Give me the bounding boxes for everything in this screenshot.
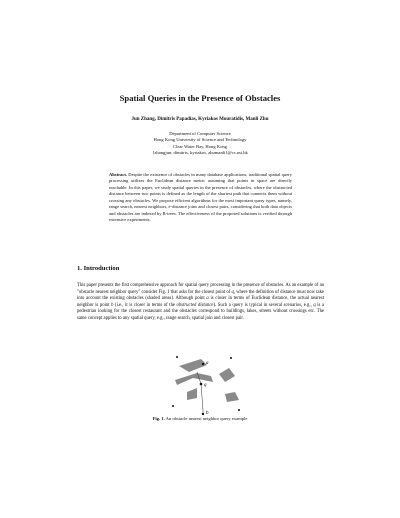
author-emails: {zhangjun, dimitris, kyriakos, zhumanli}@cs.ust.hk [152, 149, 248, 155]
affiliation-line: Hong Kong University of Science and Technology [153, 137, 247, 143]
obstructed-path [201, 384, 203, 410]
point-b [202, 413, 204, 415]
abstract-label: Abstract. [109, 172, 128, 177]
label-b: b [206, 411, 209, 416]
query-point-q [200, 383, 203, 386]
obstacle-shape [225, 392, 239, 402]
data-point [172, 405, 174, 407]
section-heading: 1. Introduction [77, 265, 120, 272]
obstacle-shape [219, 368, 235, 382]
abstract-text: Despite the existence of obstacles in many database applications, traditional spatial query processing utilizes the Euclidean distance metric assuming that points in space are directly reachable. In this paper, we study spatial queries in the presence of obstacles, where the obstructed distance between two points is defined as the length of the shortest path that connects them without crossing any obstacles. We propose efficient algorithms for the most important query types, namely, range search, nearest neighbors, e-distance joins and closest pairs, considering that both data objects and obstacles are indexed by R-trees. The effectiveness of the proposed solutions is verified through extensive experiments. [109, 172, 292, 223]
intro-paragraph: This paper presents the first comprehensive approach for spatial query processing in the presence of obstacles. As an example of an "obstacle nearest neighbor query" consider Fig. 1 that asks for the closest point of q, where the definition of distance must now take into account the existing obstacles (shaded areas). Although point a is closer in terms of Euclidean distance, the actual nearest neighbor is point b (i.e., it is closer in terms of the obstructed distance). Such a query is typical in several scenarios, e.g., q is a pedestrian looking for the closest restaurant and the obstacles correspond to buildings, lakes, streets without crossings etc. The same concept applies to any spatial query, e.g., range search, spatial join and closest pair. [77, 283, 325, 321]
label-q: q [204, 383, 207, 388]
data-point [238, 409, 240, 411]
caption-text: An obstacle nearest neighbor query example [165, 416, 248, 421]
data-point [230, 357, 232, 359]
author-list: Jun Zhang, Dimitris Papadias, Kyriakos Mouratidis, Manli Zhu [131, 117, 269, 122]
data-point [176, 356, 178, 358]
figure-caption [0, 416, 400, 421]
affiliation-line: Clear Water Bay, Hong Kong [173, 143, 227, 149]
point-a [202, 363, 204, 365]
obstacle-shape [187, 388, 197, 400]
affiliation-line: Department of Computer Science [169, 131, 231, 136]
abstract [109, 172, 292, 224]
obstacle-figure [167, 354, 247, 416]
caption-label: Fig. 1. [152, 416, 165, 421]
label-a: a [206, 361, 209, 366]
affiliation-block [0, 131, 400, 156]
obstacle-shape [179, 359, 207, 372]
paper-title: Spatial Queries in the Presence of Obstacles [119, 93, 281, 103]
obstacle-shape [175, 373, 213, 385]
